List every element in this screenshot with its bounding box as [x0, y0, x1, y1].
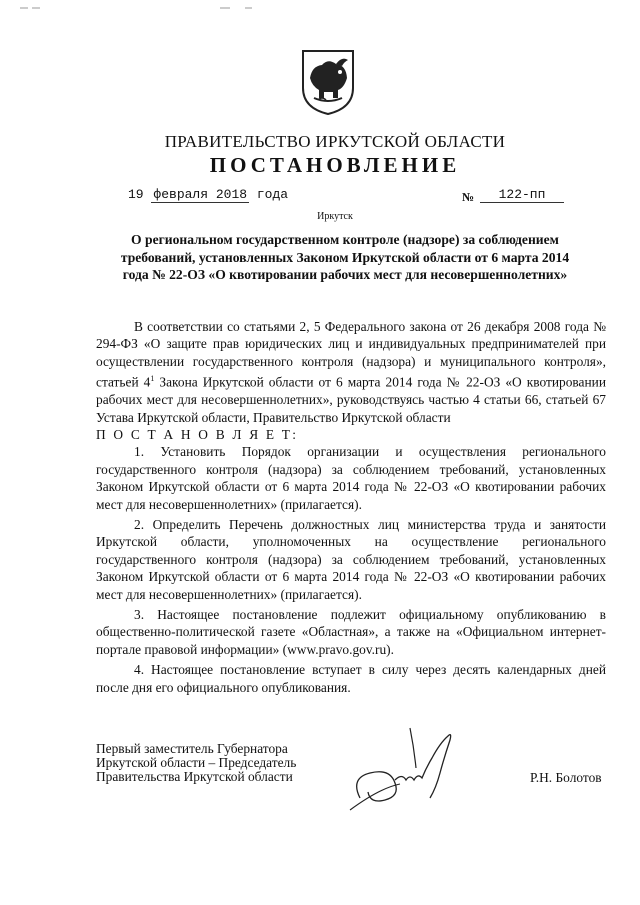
preamble-text-1: В соответствии со статьями 2, 5 Федерального закона от 26 декабря 2008 года № 294-ФЗ «О защите прав юридических лиц и индивидуальных предпринимателей при осуществлении государственного контроля (надзора) и муниципального контроля», статьей 4 — [96, 319, 606, 390]
handwritten-signature — [340, 718, 490, 818]
clause-4: 4. Настоящее постановление вступает в силу через десять календарных дней после дня его официального опубликования. — [96, 662, 606, 695]
coat-of-arms-icon — [300, 48, 356, 116]
clause-1: 1. Установить Порядок организации и осуществления регионального государственного контроля (надзора) за соблюдением требований, установленных Законом Иркутской области от 6 марта 2014 года № 22-ОЗ «О квотировании рабочих мест для несовершеннолетних» (прилагается). — [96, 444, 606, 512]
document-date — [128, 187, 288, 202]
date-day: 19 — [128, 187, 144, 202]
document-title: О региональном государственном контроле (надзоре) за соблюдением требований, установленных Законом Иркутской области от 6 марта 2014 года № 22-ОЗ «О квотировании рабочих мест для несовершеннолетних» — [120, 232, 570, 282]
date-year: 2018 — [215, 187, 248, 202]
signatory-line-1: Первый заместитель Губернатора — [96, 741, 288, 756]
government-name: ПРАВИТЕЛЬСТВО ИРКУТСКОЙ ОБЛАСТИ — [164, 132, 506, 151]
preamble — [96, 318, 606, 426]
decree-word: П О С Т А Н О В Л Я Е Т: — [96, 426, 299, 442]
document-kind: ПОСТАНОВЛЕНИЕ — [209, 153, 461, 177]
signatory-line-3: Правительства Иркутской области — [96, 769, 293, 784]
number-sign: № — [462, 190, 475, 204]
signatory-line-2: Иркутской области – Председатель — [96, 755, 297, 770]
signatory-name: Р.Н. Болотов — [530, 770, 602, 785]
date-suffix: года — [256, 187, 289, 202]
preamble-superscript: 1 — [150, 374, 155, 384]
date-month: февраля — [153, 187, 209, 202]
scan-marks — [20, 4, 620, 12]
preamble-text-2: Закона Иркутской области от 6 марта 2014 года № 22-ОЗ «О квотировании рабочих мест для несовершеннолетних», руководствуясь частью 4 статьи 66, статьей 67 Устава Иркутской области, Правительство Иркутской области — [96, 374, 607, 425]
date-month-year — [151, 187, 249, 203]
document-body — [96, 318, 606, 696]
signatory-position — [96, 742, 296, 784]
clause-2: 2. Определить Перечень должностных лиц министерства труда и занятости Иркутской области, уполномоченных на осуществление регионального государственного контроля (надзора) за соблюдением требований, установленных Законом Иркутской области от 6 марта 2014 года № 22-ОЗ «О квотировании рабочих мест для несовершеннолетних» (прилагается). — [96, 516, 606, 602]
clause-3: 3. Настоящее постановление подлежит официальному опубликованию в общественно-политической газете «Областная», а также на «Официальном интернет-портале правовой информации» (www.pravo.gov.ru). — [96, 606, 606, 657]
document-city: Иркутск — [317, 211, 353, 222]
document-number: 122-пп — [480, 187, 564, 203]
